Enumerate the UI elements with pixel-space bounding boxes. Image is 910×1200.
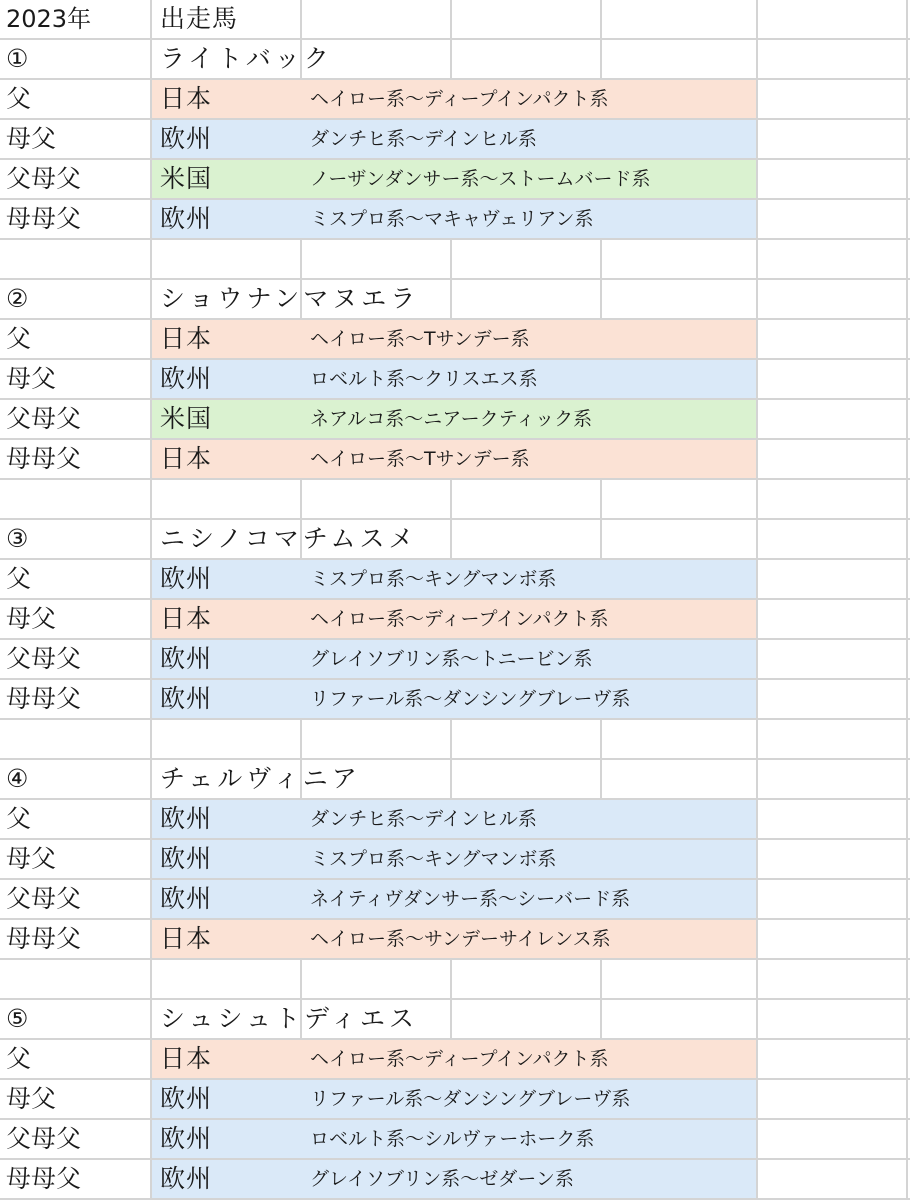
pedigree-row [0,640,910,678]
ancestor-label[interactable]: 父 [6,324,32,353]
lineage-cell[interactable]: ネイティヴダンサー系～シーバード系 [310,888,631,910]
ancestor-label[interactable]: 父 [6,804,32,833]
pedigree-row [0,440,910,478]
horse-number[interactable]: ② [6,284,29,313]
pedigree-row [0,1160,910,1198]
horse-number[interactable]: ④ [6,764,29,793]
region-cell[interactable]: 欧州 [160,364,213,393]
ancestor-label[interactable]: 父 [6,564,32,593]
region-cell[interactable]: 欧州 [160,644,213,673]
header-row [0,0,910,38]
lineage-cell[interactable]: グレイソブリン系～ゼダーン系 [310,1168,574,1190]
pedigree-row [0,800,910,838]
pedigree-row [0,560,910,598]
ancestor-label[interactable]: 母母父 [6,444,82,473]
pedigree-row [0,680,910,718]
pedigree-row [0,360,910,398]
ancestor-label[interactable]: 父母父 [6,1124,82,1153]
horse-number[interactable]: ③ [6,524,29,553]
ancestor-label[interactable]: 母母父 [6,204,82,233]
ancestor-label[interactable]: 母母父 [6,684,82,713]
ancestor-label[interactable]: 母父 [6,844,57,873]
lineage-cell[interactable]: ヘイロー系～ディープインパクト系 [310,608,609,630]
lineage-cell[interactable]: ヘイロー系～Tサンデー系 [310,328,530,350]
pedigree-row [0,1120,910,1158]
ancestor-label[interactable]: 父母父 [6,164,82,193]
region-cell[interactable]: 欧州 [160,804,213,833]
pedigree-row [0,1040,910,1078]
region-cell[interactable]: 欧州 [160,124,213,153]
lineage-cell[interactable]: ネアルコ系～ニアークティック系 [310,408,593,430]
horse-title-row [0,40,910,78]
lineage-cell[interactable]: ミスプロ系～キングマンボ系 [310,848,557,870]
pedigree-row [0,1080,910,1118]
ancestor-label[interactable]: 父母父 [6,404,82,433]
year-label[interactable]: 2023年 [6,5,92,33]
lineage-cell[interactable]: ノーザンダンサー系～ストームバード系 [310,168,651,190]
header-title[interactable]: 出走馬 [160,4,239,33]
lineage-cell[interactable]: ダンチヒ系～デインヒル系 [310,808,537,830]
region-cell[interactable]: 日本 [160,444,213,473]
pedigree-row [0,600,910,638]
lineage-cell[interactable]: ヘイロー系～Tサンデー系 [310,448,530,470]
region-cell[interactable]: 日本 [160,604,213,633]
ancestor-label[interactable]: 父母父 [6,644,82,673]
lineage-cell[interactable]: ヘイロー系～ディープインパクト系 [310,88,609,110]
ancestor-label[interactable]: 父 [6,1044,32,1073]
lineage-cell[interactable]: グレイソブリン系～トニービン系 [310,648,593,670]
pedigree-row [0,160,910,198]
horse-number[interactable]: ⑤ [6,1004,29,1033]
pedigree-row [0,400,910,438]
horse-name[interactable]: ライトバック [160,44,333,73]
ancestor-label[interactable]: 父 [6,84,32,113]
horse-name[interactable]: ショウナンマヌエラ [160,284,420,313]
pedigree-row [0,840,910,878]
horse-name[interactable]: ニシノコマチムスメ [160,524,418,553]
lineage-cell[interactable]: リファール系～ダンシングブレーヴ系 [310,688,631,710]
lineage-cell[interactable]: ミスプロ系～マキャヴェリアン系 [310,208,594,230]
region-cell[interactable]: 日本 [160,84,213,113]
horse-number[interactable]: ① [6,44,29,73]
ancestor-label[interactable]: 母母父 [6,1164,82,1193]
region-cell[interactable]: 欧州 [160,564,213,593]
pedigree-row [0,920,910,958]
pedigree-row [0,320,910,358]
lineage-cell[interactable]: ヘイロー系～ディープインパクト系 [310,1048,609,1070]
region-cell[interactable]: 欧州 [160,884,213,913]
region-cell[interactable]: 日本 [160,924,213,953]
lineage-cell[interactable]: ミスプロ系～キングマンボ系 [310,568,557,590]
horse-name[interactable]: チェルヴィニア [160,764,361,793]
horse-name[interactable]: シュシュトディエス [160,1004,419,1033]
lineage-cell[interactable]: ヘイロー系～サンデーサイレンス系 [310,928,611,950]
region-cell[interactable]: 欧州 [160,1084,213,1113]
pedigree-row [0,880,910,918]
region-cell[interactable]: 欧州 [160,1124,213,1153]
ancestor-label[interactable]: 母父 [6,604,57,633]
lineage-cell[interactable]: リファール系～ダンシングブレーヴ系 [310,1088,631,1110]
region-cell[interactable]: 米国 [160,164,213,193]
ancestor-label[interactable]: 母父 [6,364,57,393]
lineage-cell[interactable]: ロベルト系～シルヴァーホーク系 [310,1128,595,1150]
region-cell[interactable]: 日本 [160,1044,213,1073]
ancestor-label[interactable]: 母父 [6,1084,57,1113]
region-cell[interactable]: 欧州 [160,844,213,873]
horse-title-row [0,760,910,798]
region-cell[interactable]: 米国 [160,404,213,433]
lineage-cell[interactable]: ダンチヒ系～デインヒル系 [310,128,537,150]
pedigree-row [0,80,910,118]
ancestor-label[interactable]: 父母父 [6,884,82,913]
horse-title-row [0,520,910,558]
region-cell[interactable]: 欧州 [160,204,213,233]
pedigree-row [0,200,910,238]
lineage-cell[interactable]: ロベルト系～クリスエス系 [310,368,538,390]
ancestor-label[interactable]: 母父 [6,124,57,153]
region-cell[interactable]: 日本 [160,324,213,353]
ancestor-label[interactable]: 母母父 [6,924,82,953]
horse-title-row [0,280,910,318]
region-cell[interactable]: 欧州 [160,1164,213,1193]
horse-title-row [0,1000,910,1038]
pedigree-row [0,120,910,158]
region-cell[interactable]: 欧州 [160,684,213,713]
